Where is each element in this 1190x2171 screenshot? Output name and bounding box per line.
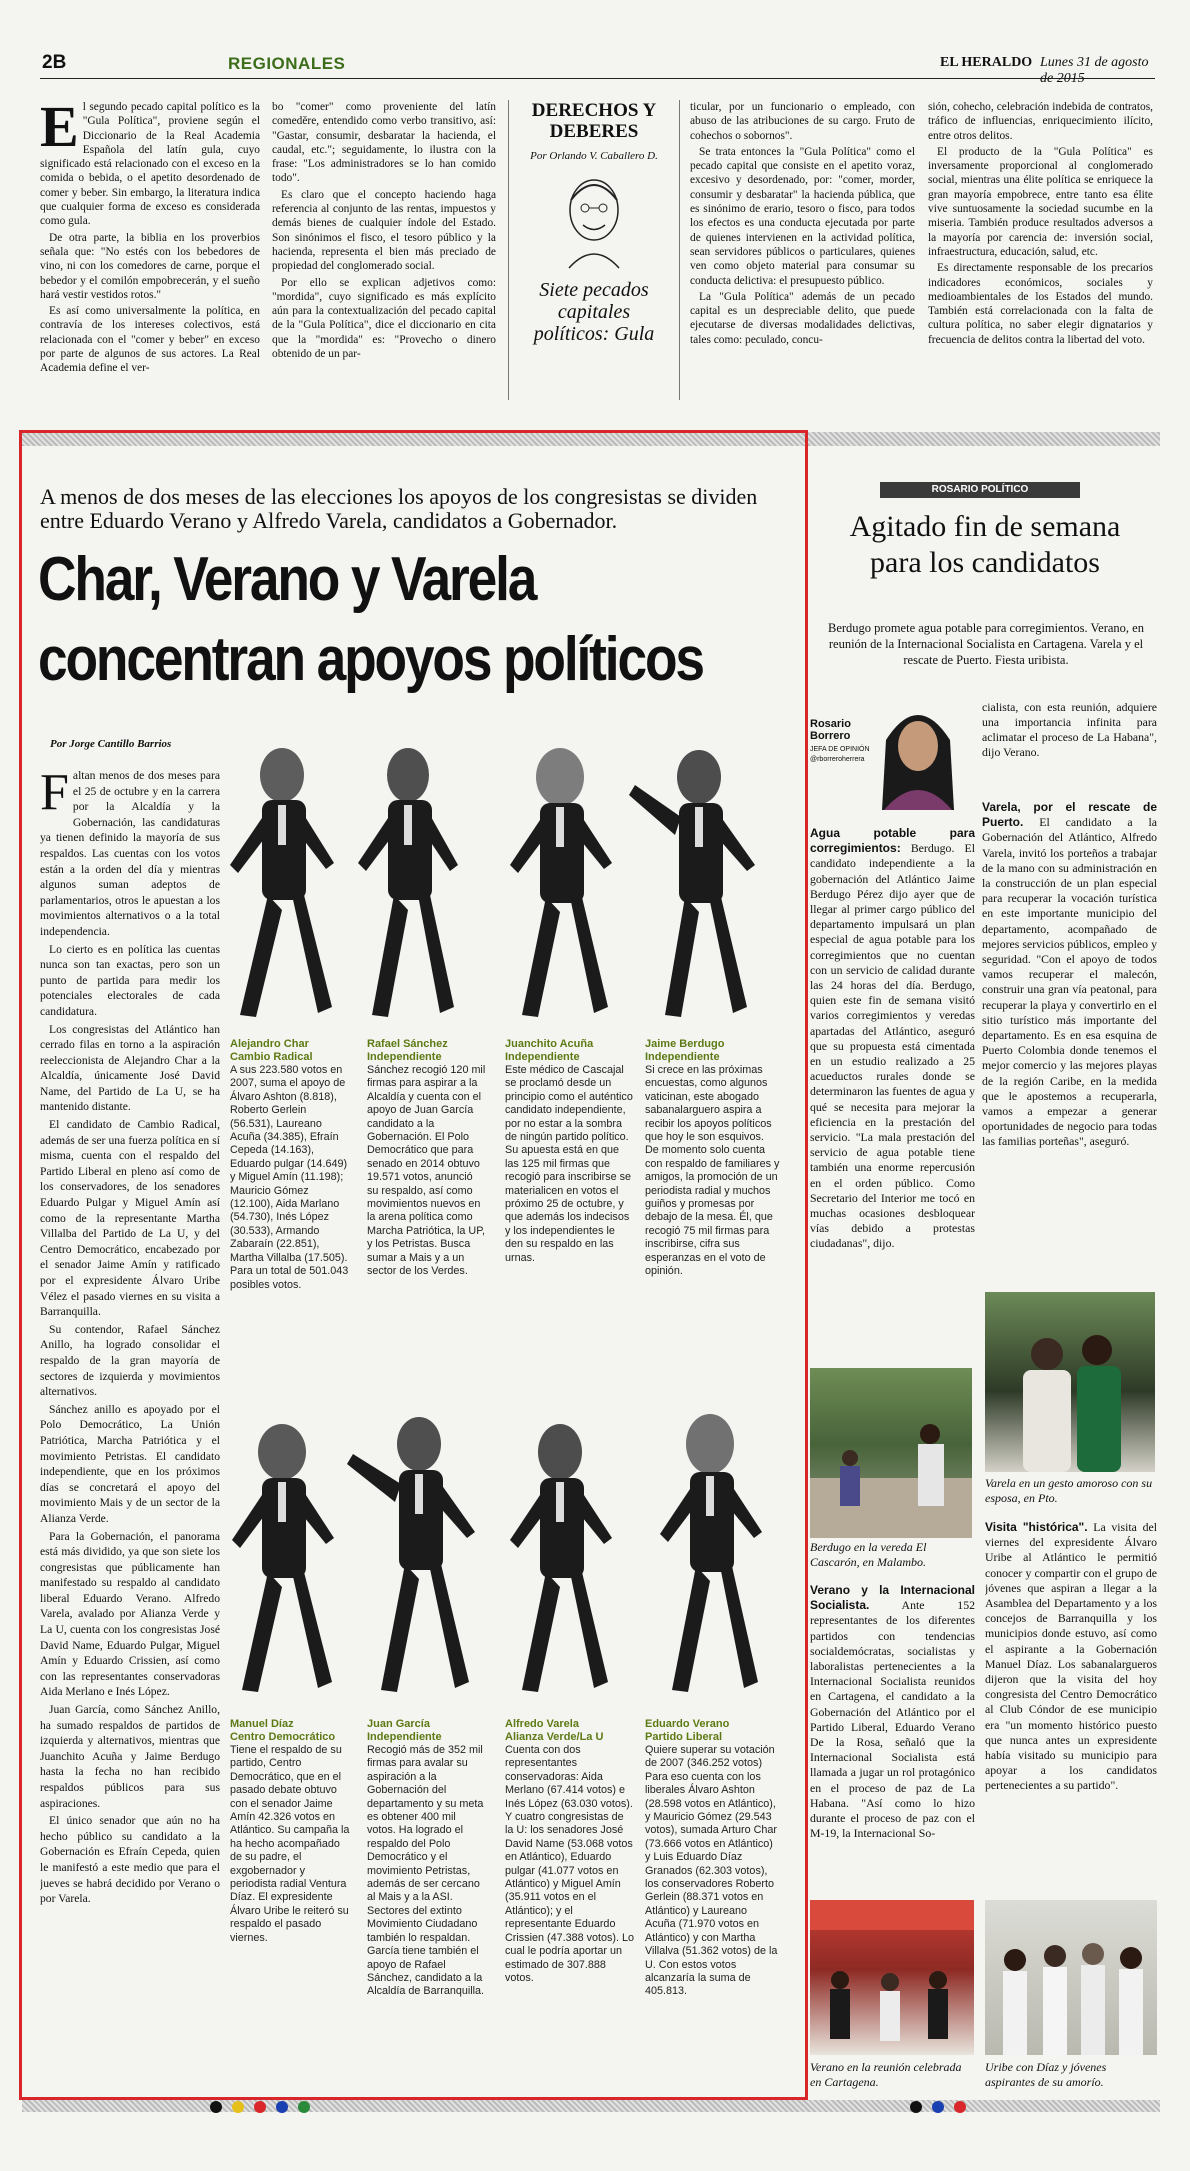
rosario-label: ROSARIO POLÍTICO xyxy=(880,482,1080,498)
candidate-description: Si crece en las próximas encuestas, como algunos vaticinan, este abogado sabanalarguero aspira a recibir los apoyos políticos que hoy le son esquivos. De momento solo cuenta con respaldo de familiares y amigos, la promoción de un periodista radial y muchos guiños y promesas por debajo de la mesa. Él, que recogió 75 mil firmas para inscribirse, cifra sus esperanzas en el voto de opinión. xyxy=(645,1064,780,1278)
candidate-photo-sanchez xyxy=(348,745,468,1025)
visita-section xyxy=(985,1520,1157,1860)
varela-section xyxy=(982,800,1157,1305)
paragraph: Su contendor, Rafael Sánchez Anillo, ha logrado consolidar el respaldo de la gran mayoría de sectores de izquierda y movimientos alternativos. xyxy=(40,1322,220,1399)
candidate-description: Este médico de Cascajal se proclamó desde un principio como el auténtico candidato independiente, por no estar a la sombra de ningún partido político. Su apuesta está en que las 125 mil firmas que recogió para inscribirse se materialicen en votos el próximo 25 de octubre, y que además los indecisos y los independientes le den su respaldo en las urnas. xyxy=(505,1064,633,1264)
candidate-photo-berdugo xyxy=(625,745,765,1025)
registration-dot xyxy=(232,2101,244,2113)
candidate-description: Quiere superar su votación de 2007 (346.252 votos) Para eso cuenta con los liberales Álvaro Ashton (28.598 votos en Atlántico), y Mauricio Gómez (29.543 votos), sumada Arturo Char (73.666 votos en Atlántico) y Luis Eduardo Díaz Granados (62.303 votos), los conservadores Roberto Gerlein (88.371 votos en Atlántico) y Laureano Acuña (71.970 votos en Atlántico) y con Martha Villalva (51.362 votos) de la U. Con estos votos alcanzaría la suma de 405.813. xyxy=(645,1744,778,1998)
candidate-description: Tiene el respaldo de su partido, Centro Democrático, que en el pasado debate obtuvo con el senador Jaime Amín 42.326 votos en Atlántico. Su campaña la ha hecho acompañado de su padre, el exgobernador y periodista radial Ventura Díaz. El expresidente Álvaro Uribe le reiteró su respaldo el pasado viernes. xyxy=(230,1744,350,1944)
paragraph: Es así como universalmente la política, en contravía de los intereses colectivos, está relacionada con el "comer y beber" en exceso por parte de algunos de sus actores. La Real Academia define el ver- xyxy=(40,305,260,375)
article-body xyxy=(40,768,220,2086)
paragraph xyxy=(810,1583,975,1841)
opinion-column-2 xyxy=(272,100,496,400)
paragraph: El candidato de Cambio Radical, además de ser una fuerza política en sí misma, cuenta con el respaldo del Partido Liberal en pleno así como de los conservadores, de los senadores Eduardo Pulgar y Miguel Amín así como de la representante Martha Villalba del Partido de La U, y del Centro Democrático, encabezado por el senador Jaime Amín y ratificado por el expresidente Álvaro Uribe Vélez el pasado viernes en su visita a Barranquilla. xyxy=(40,1118,220,1319)
paragraph xyxy=(982,800,1157,1150)
candidate-photo-diaz xyxy=(222,1420,342,1700)
candidate-description: Cuenta con dos representantes conservadoras: Aida Merlano (67.414 votos) e Inés López (63.030 votos). Y cuatro congresistas de la U: los senadores José David Name (53.068 votos en Atlántico), Eduardo pulgar (41.077 votos en Atlántico) y Miguel Amín (35.911 votos en el Atlántico); y el representante Eduardo Crissien (47.388 votos). Lo cual le podría aportar un estimado de 307.888 votos. xyxy=(505,1744,635,1984)
opinion-column-4 xyxy=(928,100,1153,400)
photo-uribe xyxy=(985,1900,1157,2055)
paragraph: Los congresistas del Atlántico han cerrado filas en torno a la aspiración reeleccionista de Alejandro Char a la Alcaldía, únicamente José David Name, del Partido de La U, se ha mantenido distante. xyxy=(40,1022,220,1114)
paragraph: cialista, con esta reunión, adquiere una importancia infinita para aclimatar el proceso de La Habana", dijo Verano. xyxy=(982,700,1157,759)
drop-cap: F xyxy=(40,768,69,821)
candidate-profile xyxy=(505,1718,635,2088)
candidate-party: Partido Liberal xyxy=(645,1731,723,1743)
candidate-description: A sus 223.580 votos en 2007, suma el apoyo de Álvaro Ashton (8.818), Roberto Gerlein (56.531), Laureano Acuña (34.385), Efraín Cepeda (14.163), Eduardo pulgar (14.649) y Miguel Amín (11.198); Mauricio Gómez (12.100), Aida Marlano (54.730), Inés López (30.533), Armando Zabaraín (22.851), Martha Villalba (17.505). Para un total de 501.043 posibles votos. xyxy=(230,1064,349,1291)
candidate-description: Recogió más de 352 mil firmas para avalar su aspiración a la Gobernación del departamento y su meta es obtener 400 mil votos. Ha logrado el respaldo del Polo Democrático y el movimiento Petristas, además de ser cercano al Mais y a la ASI. Sectores del extinto Movimiento Ciudadano también lo respaldan. García tiene también el apoyo de Rafael Sánchez, candidato a la Alcaldía de Barranquilla. xyxy=(367,1744,485,1998)
candidate-profile xyxy=(230,1718,350,2088)
candidate-photo-varela xyxy=(500,1420,620,1700)
paragraph: De otra parte, la biblia en los proverbios señala que: "No estés con los bebedores de vino, ni con los comedores de carne, porque el bebedor y el comilón empobrecerán, y el sueño hará vestir vestidos rotos." xyxy=(40,231,260,301)
candidate-profile xyxy=(505,1038,635,1398)
section-text: La visita del viernes del expresidente Álvaro Uribe al Atlántico le permitió conocer y compartir con el grupo de jóvenes que aspiran a llegar a la Asamblea del Departamento y a los concejos de Barranquilla y los municipios donde estuvo, así como el aspirante a la Gobernación Manuel Díaz. Los sabanalargueros dijeron que la visita del hoy congresista del Centro Democrático al Club Cóndor de ese municipio era "un momento histórico puesto que nunca antes un expresidente había visitado su municipio para apoyar a los candidatos pertenecientes a su partido". xyxy=(985,1520,1157,1793)
candidate-profile xyxy=(230,1038,350,1398)
section-text: El candidato a la Gobernación del Atlántico, Alfredo Varela, invitó los porteños a trabajar de la mano con su administración en la construcción de un plan especial para recuperar la vocación turística en este importante municipio del departamento, acompañado de mejores servicios públicos, empleo y seguridad. "Con el apoyo de todos vamos recuperar el malecón, construir una gran vía peatonal, para recuperar la playa y convertirlo en el sitio turístico más importante del departamento. Es en esa esquina de Puerto Colombia donde tenemos el mejor comercio y las mejores playas de la región Caribe, en la medida que le apostemos a recuperarla, vamos a empezar a generar oportunidades de negocio para todas las familias porteñas", aseguró. xyxy=(982,815,1157,1149)
registration-dot xyxy=(910,2101,922,2113)
author-role: JEFA DE OPINIÓN xyxy=(810,746,870,753)
candidate-photo-garcia xyxy=(345,1410,485,1700)
caption-berdugo: Berdugo en la vereda El Cascarón, en Malambo. xyxy=(810,1540,927,1569)
paragraph: Es directamente responsable de los precarios indicadores económicos, sociales y medioambientales de los Estados del mundo. También está correlacionada con la falta de cultura política, no saber elegir dignatarios y frecuencia de delitos contra la libertad del voto. xyxy=(928,262,1153,346)
paragraph: El producto de la "Gula Política" es inversamente proporcional al conglomerado social, mientras una élite política se enriquece la gran mayoría empobrece, entre tanto esa élite vive suntuosamente la sociedad sucumbe en la miseria. También produce resultados adversos a la mayoría por carencia de: inversión social, infraestructura, educación, salud, etc. xyxy=(928,145,1153,258)
registration-dot xyxy=(276,2101,288,2113)
photo-berdugo xyxy=(810,1368,972,1538)
candidate-name: Rafael Sánchez xyxy=(367,1038,448,1050)
paragraph: ticular, por un funcionario o empleado, con abuso de las atribuciones de su cargo. Fruto de cohechos o sobornos". xyxy=(690,101,915,142)
candidate-photo-char xyxy=(222,745,342,1025)
newspaper-name: EL HERALDO xyxy=(940,55,1033,70)
paragraph: altan menos de dos meses para el 25 de octubre y en la carrera por la Alcaldía y la Gobernación, las candidaturas ya tienen definido la mayoría de sus respaldos. Las cuentas con los votos están a la orden del día y mientras algunos suman adeptos de parlamentarios, otros le apuestan a los movimientos alternativos o a la total independencia. xyxy=(40,769,220,938)
columnist-caricature xyxy=(549,170,639,270)
column-subtitle: Siete pecados capitales políticos: Gula xyxy=(533,279,655,345)
candidate-party: Independiente xyxy=(367,1731,442,1743)
paragraph: l segundo pecado capital político es la "Gula Política", proviene según el Diccionario de la Real Academia Española del latín gula, cuyo significado está relacionado con el exceso en la comida o bebida, o el apetito desordenado de comer y beber. Sin embargo, la literatura indica que cualquier forma de exceso es considerada como gula. xyxy=(40,101,260,228)
people-figure xyxy=(810,1900,974,2055)
paragraph: La "Gula Política" además de un pecado capital es un despreciable delito, que puede ejecutarse de diversas modalidades delictivas, tales como: peculado, concu- xyxy=(690,290,915,346)
page-number: 2B xyxy=(42,52,67,73)
section-text: Ante 152 representantes de los diferentes partidos con tendencias socialdemócratas, socialistas y laboralistas pertenecientes a la Internacional Socialista reunidos en Cartagena, el candidato a la Gobernación del Atlántico por el Partido Liberal, Eduardo Verano De la Rosa, señaló que la Internacional Socialista está llamada a jugar un rol protagónico en el proceso de paz de La Habana. "Así como lo hizo durante el proceso de paz con el M-19, la Internacional So- xyxy=(810,1598,975,1841)
paragraph: Lo cierto es en política las cuentas nunca son tan exactas, pero son un punto de partida para medir los potenciales electorales de cada candidatura. xyxy=(40,942,220,1018)
opinion-column-1 xyxy=(40,100,260,400)
section-text: Berdugo. El candidato independiente a la gobernación del Atlántico Jaime Berdugo Pérez dijo ayer que de llegar al primer cargo público del departamento impulsará un plan especial de agua potable para los corregimientos que no cuentan con un servicio de calidad durante las 24 horas del día. Berdugo, quien este fin de semana visitó varios corregimientos y veredas apartadas del Atlántico, aseguró que su propuesta está cimentada en un estudio realizado a 25 acueductos rurales donde se determinaron las fuentes de agua y qué se necesita para mejorar la eficiencia en la prestación del servicio. "La mala prestación del servicio de agua potable tiene también una enorme repercusión en el orden público. Como Secretario del Interior me tocó en muchas ocasiones desbloquear vías debido a protestas ciudadanas", dijo. xyxy=(810,841,975,1251)
article-byline: Por Jorge Cantillo Barrios xyxy=(50,738,172,750)
page-header xyxy=(40,52,1155,86)
author-box xyxy=(810,700,970,810)
registration-dot xyxy=(298,2101,310,2113)
candidate-name: Manuel Díaz xyxy=(230,1718,294,1730)
color-registration-marks xyxy=(210,2100,990,2114)
section-head: Agua potable para corregimientos: xyxy=(810,826,975,856)
paragraph: Para la Gobernación, el panorama está más dividido, ya que son siete los congresistas que públicamente han manifestado su respaldo al candidato liberal Eduardo Verano. Alfredo Varela, avalado por Alianza Verde y La U, cuenta con los congresistas José David Name, Eduardo Pulgar, Miguel Amín y Eduardo Crissien, así como con las representantes conservadoras Aida Merlano e Inés López. xyxy=(40,1529,220,1699)
candidate-photo-verano xyxy=(650,1410,770,1700)
candidate-name: Juanchito Acuña xyxy=(505,1038,594,1050)
photo-varela xyxy=(985,1292,1155,1472)
section-name: REGIONALES xyxy=(228,54,346,73)
column-title: DERECHOS Y DEBERES xyxy=(531,100,657,142)
section-head: Verano y la Internacional Socialista. xyxy=(810,1583,975,1613)
paragraph: Sánchez anillo es apoyado por el Polo Democrático, La Unión Patriótica, Marcha Patriótica y el movimiento Petristas. El candidato independiente, que en los próximos días se concretará el apoyo del movimiento Mais y de un sector de la Alianza Verde. xyxy=(40,1402,220,1525)
paragraph xyxy=(810,826,975,1252)
side-deck: Berdugo promete agua potable para corregimientos. Verano, en reunión de la Internacional Socialista en Cartagena. Varela y el rescate de Puerto. Fiesta uribista. xyxy=(828,621,1144,667)
people-figure xyxy=(985,1292,1155,1472)
headline-line-1: Char, Verano y Varela xyxy=(38,545,536,614)
paragraph: El único senador que aún no ha hecho público su candidato a la Gobernación es Efraín Cepeda, quien le manifestó a este medio que para el jueves se habrá decidido por Verano o por Varela. xyxy=(40,1814,220,1906)
candidate-profile xyxy=(645,1038,780,1398)
issue-date: Lunes 31 de agosto de 2015 xyxy=(1040,55,1149,86)
author-handle: @rborreroherrera xyxy=(810,756,865,763)
paragraph: sión, cohecho, celebración indebida de contratos, tráfico de influencias, enriquecimiento ilícito, entre otros delitos. xyxy=(928,101,1153,142)
registration-dot xyxy=(954,2101,966,2113)
candidate-party: Independiente xyxy=(645,1051,720,1063)
candidate-name: Alfredo Varela xyxy=(505,1718,579,1730)
candidate-name: Juan García xyxy=(367,1718,430,1730)
paragraph: Se trata entonces la "Gula Política" como el pecado capital que consiste en el apetito voraz, excesivo y desordenado, por: "comer, morder, consumir y desbaratar" la hacienda pública, que es sinónimo de erario, tesoro o fisco, para todos los efectos es una conducta ejecutada por parte de quienes intervienen en la actividad política, sean servidores públicos o particulares, quienes ven como objeto material para consumar su conducta delictiva: el presupuesto público. xyxy=(690,145,915,287)
headline-line-2: concentran apoyos políticos xyxy=(38,625,703,694)
people-figure xyxy=(810,1368,972,1538)
candidate-party: Independiente xyxy=(367,1051,442,1063)
caption-uribe: Uribe con Díaz y jóvenes aspirantes de su amorío. xyxy=(985,2060,1107,2089)
candidate-photo-acuna xyxy=(500,745,620,1025)
drop-cap: E xyxy=(40,100,79,159)
author-photo xyxy=(866,700,970,810)
author-name: Rosario Borrero xyxy=(810,718,851,742)
candidate-profile xyxy=(367,1718,487,2088)
candidate-party: Cambio Radical xyxy=(230,1051,313,1063)
caption-verano: Verano en la reunión celebrada en Cartagena. xyxy=(810,2060,962,2089)
article-kicker: A menos de dos meses de las elecciones los apoyos de los congresistas se dividen entre Eduardo Verano y Alfredo Varela, candidatos a Gobernador. xyxy=(40,484,758,533)
opinion-column-box xyxy=(508,100,680,400)
side-title-line-1: Agitado fin de semana xyxy=(849,510,1121,543)
side-title-line-2: para los candidatos xyxy=(870,546,1100,579)
section-head: Varela, por el rescate de Puerto. xyxy=(982,800,1157,830)
registration-dot xyxy=(210,2101,222,2113)
paragraph: Por ello se explican adjetivos como: "mordida", cuyo significado es más explícito aún para la contextualización del pecado capital de la "Gula Política", dice el diccionario en cita que la "mordida" es: "Provecho o dinero obtenido de un par- xyxy=(272,276,496,361)
candidate-profile xyxy=(367,1038,487,1398)
registration-dot xyxy=(254,2101,266,2113)
candidate-name: Jaime Berdugo xyxy=(645,1038,725,1050)
paragraph: Juan García, como Sánchez Anillo, ha sumado respaldos de partidos de izquierda y alternativos, mientras que Juanchito Acuña y Jaime Berdugo hasta la fecha no han recibido respaldos públicos para sus aspiraciones. xyxy=(40,1703,220,1810)
agua-section xyxy=(810,826,975,1366)
caption-varela: Varela en un gesto amoroso con su esposa, en Pto. xyxy=(985,1476,1153,1505)
section-head: Visita "histórica". xyxy=(985,1520,1088,1534)
photo-verano xyxy=(810,1900,974,2055)
candidate-profile xyxy=(645,1718,780,2088)
column-byline: Por Orlando V. Caballero D. xyxy=(530,150,658,162)
verano-section xyxy=(810,1583,975,1897)
candidate-party: Independiente xyxy=(505,1051,580,1063)
people-figure xyxy=(985,1900,1157,2055)
paragraph: bo "comer" como proveniente del latín comedĕre, entendido como verbo transitivo, así: "Gastar, consumir, desbaratar la hacienda, el caudal, etc."; seguidamente, lo ilustra con la frase: "Los administradores se lo han comido todo". xyxy=(272,101,496,185)
candidate-name: Alejandro Char xyxy=(230,1038,309,1050)
paragraph xyxy=(985,1520,1157,1794)
paragraph: Es claro que el concepto haciendo haga referencia al conjunto de las rentas, impuestos y demás bienes de cualquier índole del Estado. Son sinónimos el fisco, el tesoro público y la hacienda, representa el bien más preciado de propiedad del conglomerado social. xyxy=(272,188,496,273)
side-right-col-top xyxy=(982,700,1157,798)
candidate-description: Sánchez recogió 120 mil firmas para aspirar a la Alcaldía y cuenta con el apoyo de Juan García candidato a la Gobernación. El Polo Democrático que para senado en 2014 obtuvo 19.571 votos, anunció su respaldo, así como movimientos nuevos en la arena política como Marcha Patriótica, la UP, y los Petristas. Busca sumar a Mais y a un sector de los Verdes. xyxy=(367,1064,486,1278)
candidate-party: Centro Democrático xyxy=(230,1731,336,1743)
opinion-column-3 xyxy=(690,100,915,400)
candidate-party: Alianza Verde/La U xyxy=(505,1731,604,1743)
candidate-name: Eduardo Verano xyxy=(645,1718,730,1730)
registration-dot xyxy=(932,2101,944,2113)
